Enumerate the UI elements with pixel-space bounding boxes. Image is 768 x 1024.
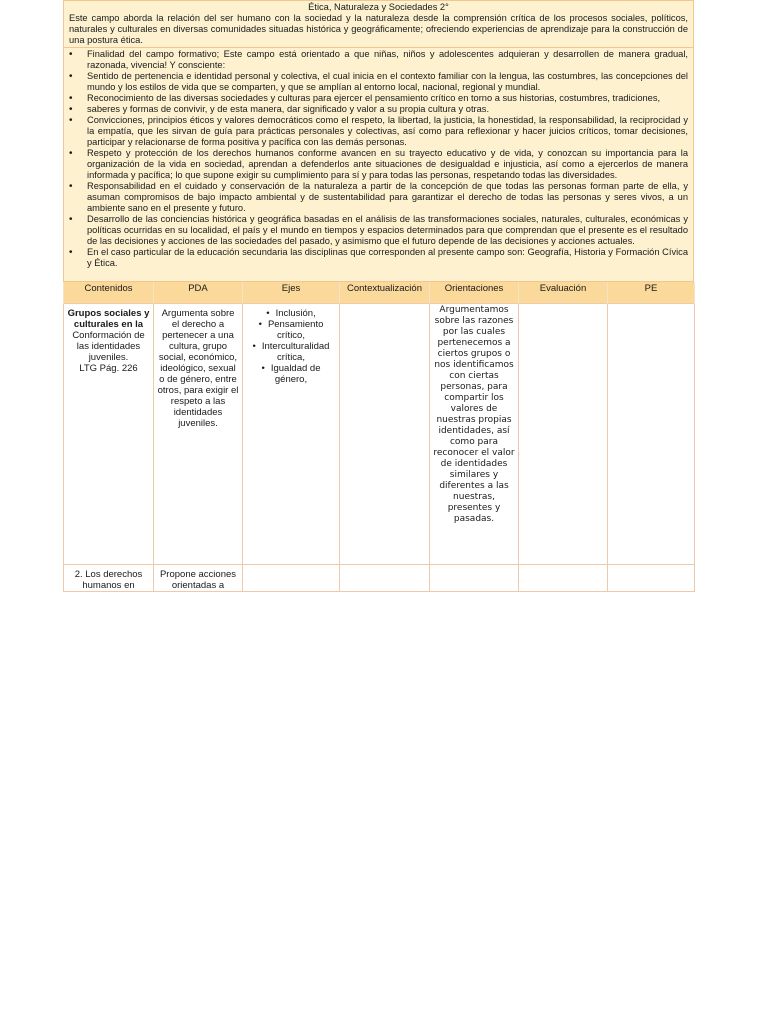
- eje-item: • Igualdad de género,: [246, 363, 336, 385]
- bullet-item: • Responsabilidad en el cuidado y conservación de la naturaleza a partir de la concepción de que todas las personas forman parte de ella, y asuman compromisos de bajo impacto ambiental y de sustentabilidad para garantizar el derecho de todas las personas y seres vivos, a un ambiente sano en el presente y futuro.: [69, 181, 688, 214]
- bullet-item: • En el caso particular de la educación secundaria las disciplinas que corresponden al presente campo son: Geografía, Historia y Formación Cívica y Ética.: [69, 247, 688, 269]
- bullet-item: • Respeto y protección de los derechos humanos conforme avancen en su trayecto educativo y de vida, y conozcan su importancia para la organización de la vida en sociedad, aprendan a defenderlos ante situaciones de desigualdad e injusticia, así como a ejercerlos de manera informada y pacífica; lo que supone exigir su cumplimiento para sí y para todas las personas, respetando todas las diversidades.: [69, 148, 688, 181]
- planning-table: [63, 282, 695, 592]
- cell-evaluacion: [519, 565, 608, 592]
- planning-document: [63, 0, 694, 592]
- cell-evaluacion: [519, 304, 608, 565]
- eje-item: • Interculturalidad crítica,: [246, 341, 336, 363]
- table-row: [64, 565, 695, 592]
- column-header-pda: PDA: [154, 282, 243, 304]
- cell-pda: Propone acciones orientadas a: [154, 565, 243, 592]
- cell-contextualizacion: [340, 565, 430, 592]
- cell-ejes: [243, 304, 340, 565]
- blank-page-area: [0, 594, 768, 1024]
- eje-item: • Inclusión,: [246, 308, 336, 319]
- cell-contextualizacion: [340, 304, 430, 565]
- cell-pe: [608, 565, 695, 592]
- cell-pda: Argumenta sobre el derecho a pertenecer a una cultura, grupo social, económico, ideológico, sexual o de género, entre otros, para exigir el respeto a las identidades juveniles.: [154, 304, 243, 565]
- column-header-evaluacion: Evaluación: [519, 282, 608, 304]
- bullet-item: • Sentido de pertenencia e identidad personal y colectiva, el cual inicia en el contexto familiar con la lengua, las costumbres, las concepciones del mundo y los estilos de vida que se comparten, y que se amplían al entorno local, nacional, regional y mundial.: [69, 71, 688, 93]
- document-title: Ética, Naturaleza y Sociedades 2°: [308, 2, 449, 12]
- cell-contenidos: 2. Los derechos humanos en: [64, 565, 154, 592]
- bullet-item: • saberes y formas de convivir, y de esta manera, dar significado y valor a su propia cultura y otras.: [69, 104, 688, 115]
- cell-pe: [608, 304, 695, 565]
- purpose-list: [63, 47, 694, 282]
- cell-orientaciones: [430, 565, 519, 592]
- header-band: [63, 0, 694, 47]
- bullet-item: • Desarrollo de las conciencias histórica y geográfica basadas en el análisis de las transformaciones sociales, naturales, culturales, económicas y políticas ocurridas en su localidad, el país y el mundo en tiempos y espacios determinados para que comprendan que el presente es el resultado de las decisiones y acciones de las sociedades del pasado, y asimismo que el futuro depende de las decisiones y acciones actuales.: [69, 214, 688, 247]
- column-header-orientaciones: Orientaciones: [430, 282, 519, 304]
- contenidos-reference: LTG Pág. 226: [79, 363, 138, 374]
- column-header-ejes: Ejes: [243, 282, 340, 304]
- bullet-item: • Finalidad del campo formativo; Este campo está orientado a que niñas, niños y adolescentes adquieran y desarrollen de manera gradual, razonada, vivencia! Y consciente:: [69, 49, 688, 71]
- table-header-row: [64, 282, 695, 304]
- column-header-contenidos: Contenidos: [64, 282, 154, 304]
- column-header-pe: PE: [608, 282, 695, 304]
- cell-contenidos: [64, 304, 154, 565]
- bullet-item: • Reconocimiento de las diversas sociedades y culturas para ejercer el pensamiento crítico en torno a sus historias, costumbres, tradiciones,: [69, 93, 688, 104]
- intro-paragraph: Este campo aborda la relación del ser humano con la sociedad y la naturaleza desde la comprensión crítica de los procesos sociales, políticos, naturales y culturales en diversas comunidades situadas histórica y geográficamente; ofreciendo experiencias de aprendizaje para la construcción de una postura ética.: [69, 13, 688, 45]
- table-row: [64, 304, 695, 565]
- cell-orientaciones: Argumentamos sobre las razones por las cuales pertenecemos a ciertos grupos o nos identificamos con ciertas personas, para compartir los valores de nuestras propias identidades, así como para reconocer el valor de identidades similares y diferentes a las nuestras, presentes y pasadas.: [430, 304, 519, 565]
- column-header-contextualizacion: Contextualización: [340, 282, 430, 304]
- contenidos-heading: Grupos sociales y culturales en la: [67, 308, 150, 330]
- eje-item: • Pensamiento crítico,: [246, 319, 336, 341]
- bullet-item: • Convicciones, principios éticos y valores democráticos como el respeto, la libertad, la justicia, la honestidad, la responsabilidad, la reciprocidad y la empatía, que les sirvan de guía para prácticas personales y colectivas, así como para reflexionar y hacer juicios críticos, tomar decisiones, participar y relacionarse de forma positiva y pacífica con las demás personas.: [69, 115, 688, 148]
- cell-ejes: [243, 565, 340, 592]
- contenidos-text: Conformación de las identidades juveniles.: [72, 330, 145, 363]
